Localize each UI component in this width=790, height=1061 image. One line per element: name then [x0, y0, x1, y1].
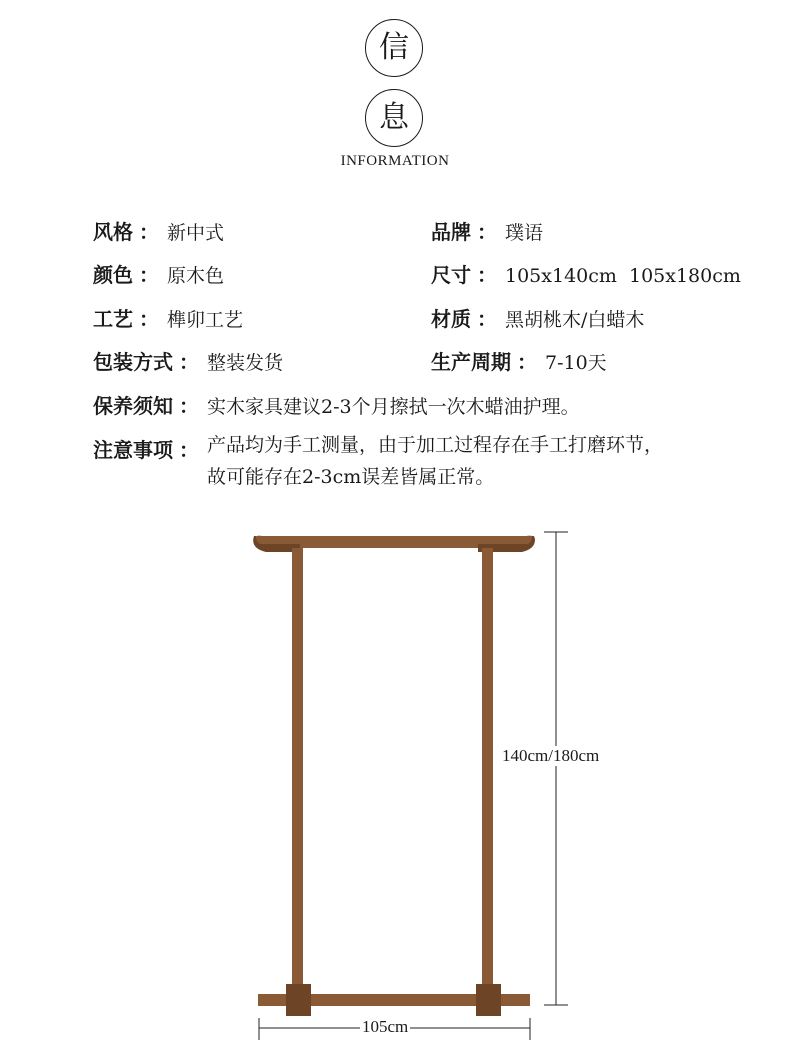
height-dimension-label: 140cm/180cm: [502, 746, 600, 765]
section-subtitle: INFORMATION: [340, 153, 450, 169]
info-value: 璞语: [505, 222, 544, 244]
info-label: 注意事项: [93, 438, 173, 462]
info-row-color: [93, 259, 224, 288]
info-row-period: [431, 346, 607, 375]
seal-character-xi: 息: [365, 89, 423, 147]
info-colon: ：: [139, 307, 159, 331]
info-row-craft: [93, 303, 243, 332]
info-colon: ：: [179, 394, 199, 418]
rack-right-post: [482, 548, 493, 996]
info-value: 整装发货: [207, 352, 284, 374]
info-row-brand: [431, 216, 543, 245]
rack-left-post: [292, 548, 303, 996]
info-colon: ：: [139, 263, 159, 287]
info-colon: ：: [517, 350, 537, 374]
width-dimension-label: 105cm: [362, 1017, 409, 1036]
info-row-care: [93, 390, 580, 419]
info-row-packaging: [93, 346, 283, 375]
info-value: 7-10天: [545, 352, 607, 374]
info-row-note: [93, 434, 663, 493]
info-value: 新中式: [167, 222, 225, 244]
info-label: 风格: [93, 220, 133, 244]
info-row-style: [93, 216, 224, 245]
info-label: 颜色: [93, 263, 133, 287]
info-label: 生产周期: [431, 350, 511, 374]
info-row-material: [431, 303, 644, 332]
info-colon: ：: [477, 263, 497, 287]
info-value: 原木色: [167, 265, 225, 287]
rack-right-foot: [476, 984, 501, 1016]
info-value: 榫卯工艺: [167, 309, 244, 331]
info-value: 实木家具建议2-3个月擦拭一次木蜡油护理。: [207, 396, 580, 418]
seal-character-xin: 信: [365, 19, 423, 77]
rack-left-foot: [286, 984, 311, 1016]
info-label: 品牌: [431, 220, 471, 244]
info-colon: ：: [179, 350, 199, 374]
info-label: 工艺: [93, 307, 133, 331]
info-colon: ：: [477, 220, 497, 244]
info-label: 材质: [431, 307, 471, 331]
note-line-2: 故可能存在2-3cm误差皆属正常。: [207, 466, 495, 488]
info-colon: ：: [139, 220, 159, 244]
clothes-rack-illustration: [0, 500, 790, 1061]
info-row-size: [431, 259, 741, 288]
info-label: 保养须知: [93, 394, 173, 418]
info-value: [207, 429, 663, 493]
info-value: 105x140cm 105x180cm: [505, 265, 741, 287]
info-label: 包装方式: [93, 350, 173, 374]
info-colon: ：: [477, 307, 497, 331]
note-line-1: 产品均为手工测量，由于加工过程存在手工打磨环节，: [207, 434, 664, 456]
info-colon: ：: [179, 438, 199, 462]
info-label: 尺寸: [431, 263, 471, 287]
info-value: 黑胡桃木/白蜡木: [505, 309, 645, 331]
